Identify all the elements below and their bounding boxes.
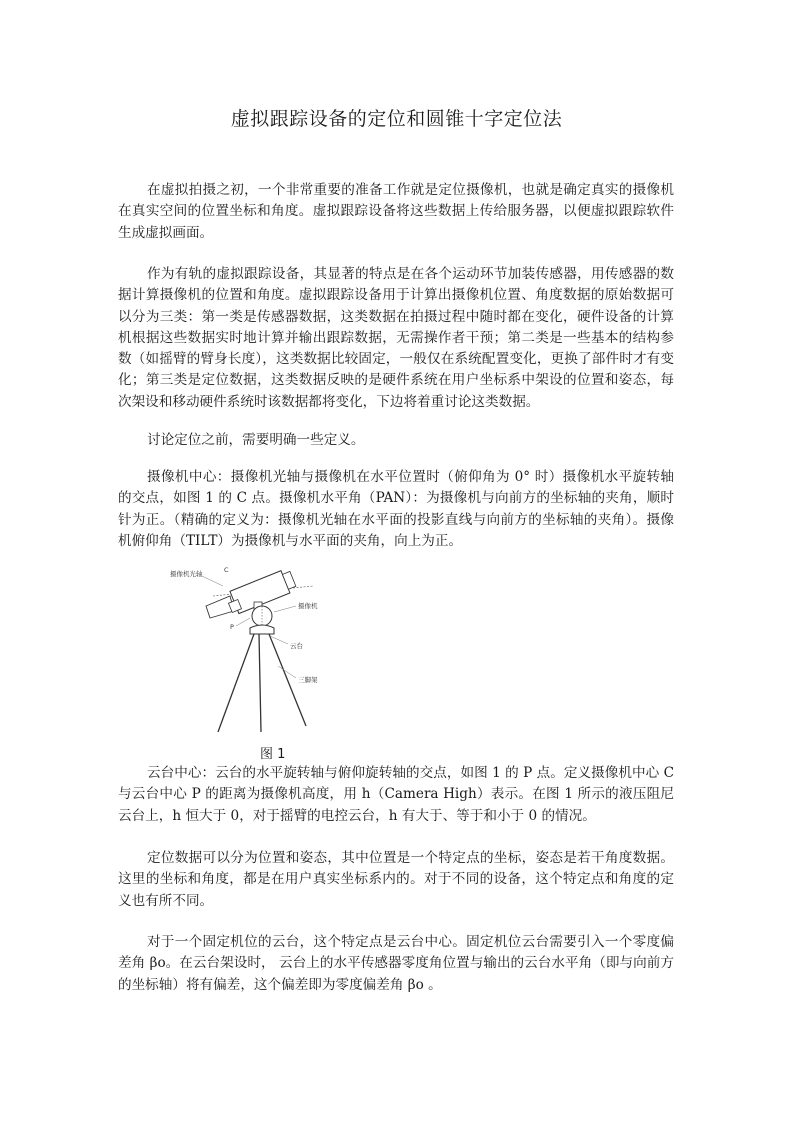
paragraph-definitions-lead: 讨论定位之前，需要明确一些定义。 [147,432,365,448]
label-p-point: P [230,623,234,631]
figure-caption: 图 1 [260,747,286,762]
paragraph-fixed-head: 对于一个固定机位的云台，这个特定点是云台中心。固定机位云台需要引入一个零度偏差角 βo。在云台架设时， 云台上的水平传感器零度角位置与输出的云台水平角（即与向前方的坐标轴）将有偏差，这个偏差即为零度偏差角 βo 。 [118,934,674,993]
document-title: 虚拟跟踪设备的定位和圆锥十字定位法 [230,108,563,130]
figure-camera-tripod [118,556,358,736]
paragraph-camera-center: 摄像机中心：摄像机光轴与摄像机在水平位置时（俯仰角为 0° 时）摄像机水平旋转轴的交点，如图 1 的 C 点。摄像机水平角（PAN）：为摄像机与向前方的坐标轴的夹角，顺时针为正。（精确的定义为：摄像机光轴在水平面的投影直线与向前方的坐标轴的夹角）。摄像机俯仰角（TILT）为摄像机与水平面的夹角，向上为正。 [118,469,674,549]
paragraph-pan-head-center: 云台中心：云台的水平旋转轴与俯仰旋转轴的交点，如图 1 的 P 点。定义摄像机中心 C 与云台中心 P 的距离为摄像机高度，用 h（Camera High）表示。在图 1 所示的液压阻尼云台上，h 恒大于 0，对于摇臂的电控云台，h 有大于、等于和小于 0 的情况。 [118,765,674,824]
tripod-leg-left [218,634,254,732]
tripod-leg-center [259,634,261,732]
label-optical-axis: 摄像机光轴 [170,570,203,578]
paragraph-data-types: 作为有轨的虚拟跟踪设备，其显著的特点是在各个运动环节加装传感器，用传感器的数据计算摄像机的位置和角度。虚拟跟踪设备用于计算出摄像机位置、角度数据的原始数据可以分为三类：第一类是传感器数据，这类数据在拍摄过程中随时都在变化，硬件设备的计算机根据这些数据实时地计算并输出跟踪数据，无需操作者干预；第二类是一些基本的结构参数（如摇臂的臂身长度），这类数据比较固定，一般仅在系统配置变化，更换了部件时才有变化；第三类是定位数据，这类数据反映的是硬件系统在用户坐标系中架设的位置和姿态，每次架设和移动硬件系统时该数据都将变化，下边将着重讨论这类数据。 [118,266,674,410]
paragraph-position-attitude: 定位数据可以分为位置和姿态，其中位置是一个特定点的坐标，姿态是若干角度数据。这里的坐标和角度，都是在用户真实坐标系内的。对于不同的设备，这个特定点和角度的定义也有所不同。 [118,850,674,909]
camera-tripod-diagram [118,556,358,736]
label-pan-head: 云台 [290,642,303,650]
label-camera: 摄像机 [298,602,318,610]
label-tripod: 三脚架 [298,676,318,684]
label-c-point: C [224,566,229,574]
paragraph-intro: 在虚拟拍摄之初，一个非常重要的准备工作就是定位摄像机，也就是确定真实的摄像机在真实空间的位置坐标和角度。虚拟跟踪设备将这些数据上传给服务器，以便虚拟跟踪软件生成虚拟画面。 [118,182,674,241]
